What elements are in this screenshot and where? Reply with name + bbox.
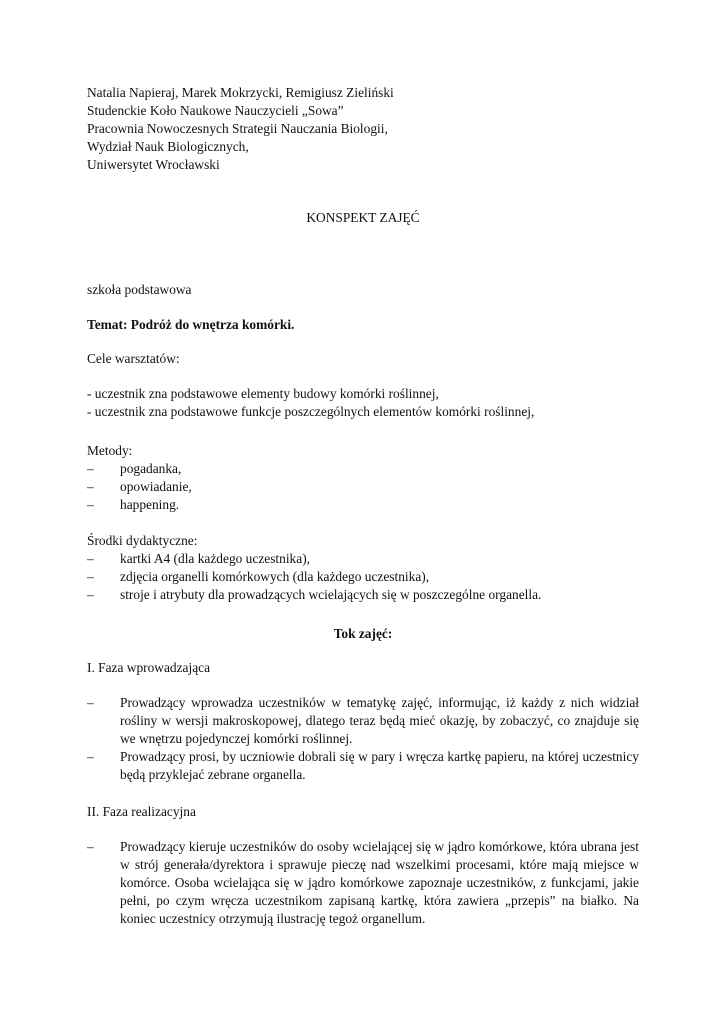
list-item-text: opowiadanie, [120,479,192,494]
list-item [87,460,639,478]
phase1-heading: I. Faza wprowadzająca [87,660,211,675]
list-item [87,694,639,748]
list-item [87,478,639,496]
aids-list [87,550,639,604]
dash-bullet: – [87,479,94,494]
goals-list [87,385,639,421]
dash-bullet: – [87,569,94,584]
dash-bullet: – [87,497,94,512]
lesson-topic: Temat: Podróż do wnętrza komórki. [87,317,295,332]
list-item: - uczestnik zna podstawowe funkcje poszczególnych elementów komórki roślinnej, [87,404,535,419]
list-item-text: Prowadzący kieruje uczestników do osoby wcielającej się w jądro komórkowe, która ubrana jest w strój generała/dyrektora i sprawuje pieczę nad wszelkimi procesami, które mają miejsce w komórce. Osoba wcielająca się w jądro komórkowe zapoznaje uczestników, z funkcjami, jakie pełni, po czym wręcza uczestnikom zapisaną kartkę, która zawiera „przepis” na białko. Na koniec uczestnicy otrzymują ilustrację tegoż organellum. [120,839,639,926]
list-item-text: Prowadzący wprowadza uczestników w tematykę zajęć, informując, iż każdy z nich widział rośliny w wersji makroskopowej, dlatego teraz będą mieć okazję, by zobaczyć, co znajduje się we wnętrzu pojedynczej komórki roślinnej. [120,695,639,746]
aids-heading: Środki dydaktyczne: [87,533,198,548]
list-item [87,550,639,568]
list-item-text: stroje i atrybuty dla prowadzących wcielających się w poszczególne organella. [120,587,542,602]
list-item [87,838,639,928]
school-level: szkoła podstawowa [87,282,192,297]
list-item [87,586,639,604]
goals-heading: Cele warsztatów: [87,351,180,366]
dash-bullet: – [87,551,94,566]
university-line: Uniwersytet Wrocławski [87,157,220,172]
dash-bullet: – [87,587,94,602]
list-item [87,748,639,784]
authors-line: Natalia Napieraj, Marek Mokrzycki, Remigiusz Zieliński [87,85,394,100]
list-item: - uczestnik zna podstawowe elementy budowy komórki roślinnej, [87,386,439,401]
list-item-text: happening. [120,497,180,512]
phase1-list [87,694,639,784]
author-block [87,84,639,174]
list-item-text: kartki A4 (dla każdego uczestnika), [120,551,310,566]
methods-heading: Metody: [87,443,133,458]
list-item-text: pogadanka, [120,461,182,476]
faculty-line: Wydział Nauk Biologicznych, [87,139,249,154]
list-item-text: Prowadzący prosi, by uczniowie dobrali się w pary i wręcza kartkę papieru, na której uczestnicy będą przyklejać zebrane organella. [120,749,639,782]
lab-line: Pracownia Nowoczesnych Strategii Nauczania Biologii, [87,121,388,136]
student-club-line: Studenckie Koło Naukowe Nauczycieli „Sowa” [87,103,344,118]
list-item [87,568,639,586]
list-item [87,496,639,514]
phase2-list [87,838,639,928]
dash-bullet: – [87,695,94,710]
dash-bullet: – [87,749,94,764]
phase2-heading: II. Faza realizacyjna [87,804,196,819]
dash-bullet: – [87,461,94,476]
course-heading: Tok zajęć: [333,626,393,641]
dash-bullet: – [87,839,94,854]
document-title: KONSPEKT ZAJĘĆ [306,210,420,225]
methods-list [87,460,639,514]
list-item-text: zdjęcia organelli komórkowych (dla każdego uczestnika), [120,569,430,584]
